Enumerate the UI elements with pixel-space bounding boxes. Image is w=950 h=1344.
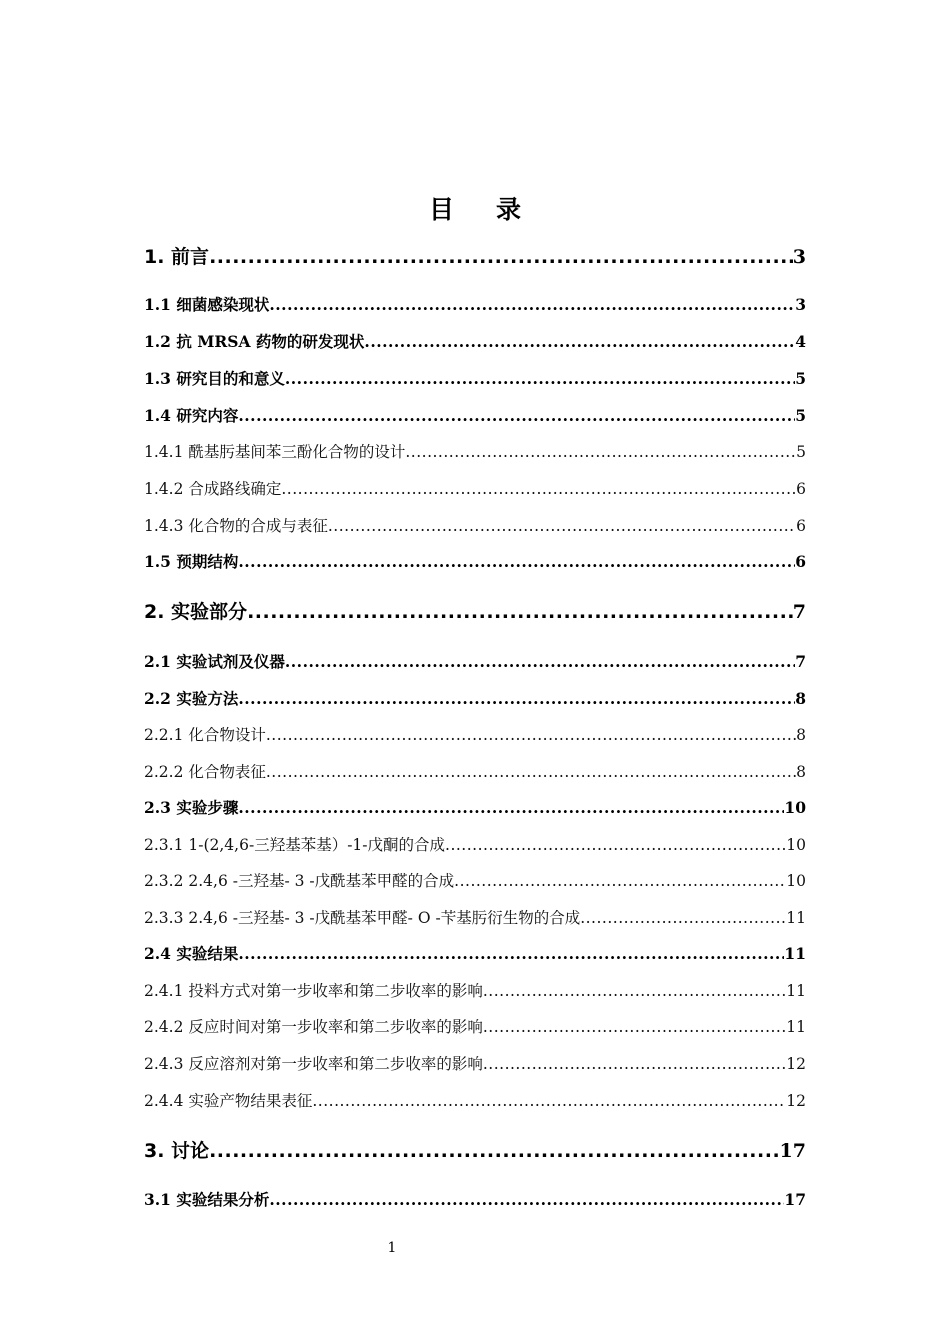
toc-entry-label: 2. 实验部分 — [144, 601, 248, 623]
toc-entry-page: 3 — [795, 295, 806, 314]
toc-entry-label: 2.4.3 反应溶剂对第一步收率和第二步收率的影响 — [144, 1055, 483, 1073]
toc-entry-label: 1.5 预期结构 — [144, 552, 239, 571]
toc-leader-dots — [328, 517, 796, 535]
toc-leader-dots — [269, 295, 795, 314]
toc-leader-dots — [483, 1055, 786, 1073]
toc-entry[interactable] — [144, 1015, 806, 1037]
toc-leader-dots — [312, 1092, 786, 1110]
toc-entry[interactable] — [144, 1089, 806, 1111]
toc-entry-label: 2.4.2 反应时间对第一步收率和第二步收率的影响 — [144, 1018, 483, 1036]
toc-entry-page: 7 — [795, 652, 806, 671]
toc-entry-label: 2.3.1 1-(2,4,6-三羟基苯基）-1-戊酮的合成 — [144, 836, 446, 854]
toc-leader-dots — [483, 1018, 786, 1036]
toc-entry-page: 10 — [784, 798, 806, 817]
toc-entry-label: 2.2 实验方法 — [144, 689, 239, 708]
toc-entry[interactable] — [144, 597, 806, 624]
toc-entry[interactable] — [144, 367, 806, 389]
toc-entry[interactable] — [144, 833, 806, 855]
toc-entry-label: 1.1 细菌感染现状 — [144, 295, 270, 314]
toc-entry-label: 1.4.2 合成路线确定 — [144, 480, 282, 498]
toc-entry-page: 10 — [786, 872, 806, 890]
toc-entry[interactable] — [144, 440, 806, 462]
toc-entry[interactable] — [144, 477, 806, 499]
toc-entry[interactable] — [144, 906, 806, 928]
toc-entry[interactable] — [144, 1052, 806, 1074]
toc-entry[interactable] — [144, 242, 806, 269]
toc-entry[interactable] — [144, 687, 806, 709]
toc-entry-label: 2.2.2 化合物表征 — [144, 763, 266, 781]
toc-entry-page: 5 — [796, 443, 806, 461]
toc-entry-label: 3.1 实验结果分析 — [144, 1190, 270, 1209]
toc-leader-dots — [580, 909, 786, 927]
toc-leader-dots — [238, 406, 795, 425]
toc-entry-page: 5 — [795, 406, 806, 425]
toc-entry-label: 1.4 研究内容 — [144, 406, 239, 425]
toc-leader-dots — [285, 369, 795, 388]
toc-leader-dots — [454, 872, 786, 890]
toc-entry-label: 2.4.4 实验产物结果表征 — [144, 1092, 313, 1110]
toc-entry[interactable] — [144, 723, 806, 745]
toc-leader-dots — [238, 689, 795, 708]
toc-leader-dots — [209, 1140, 779, 1162]
toc-leader-dots — [238, 552, 795, 571]
toc-entry[interactable] — [144, 869, 806, 891]
toc-leader-dots — [238, 944, 784, 963]
toc-entry-label: 1.2 抗 MRSA 药物的研发现状 — [144, 332, 365, 351]
toc-entry[interactable] — [144, 979, 806, 1001]
toc-entry[interactable] — [144, 550, 806, 572]
toc-entry-page: 6 — [796, 517, 806, 535]
toc-entry[interactable] — [144, 796, 806, 818]
toc-entry-page: 12 — [786, 1092, 806, 1110]
toc-leader-dots — [281, 480, 796, 498]
toc-entry-page: 11 — [786, 982, 806, 1000]
toc-entry-page: 17 — [779, 1140, 806, 1162]
toc-entry-label: 2.4 实验结果 — [144, 944, 239, 963]
toc-entry[interactable] — [144, 293, 806, 315]
toc-entry-page: 10 — [786, 836, 806, 854]
toc-entry-label: 2.3.3 2.4,6 -三羟基- 3 -戊酰基苯甲醛- O -苄基肟衍生物的合成 — [144, 909, 581, 927]
toc-leader-dots — [445, 836, 786, 854]
toc-entry-label: 1.4.3 化合物的合成与表征 — [144, 517, 328, 535]
toc-entry-label: 2.1 实验试剂及仪器 — [144, 652, 285, 671]
toc-leader-dots — [405, 443, 796, 461]
toc-leader-dots — [266, 726, 796, 744]
toc-entry[interactable] — [144, 1136, 806, 1163]
toc-entry[interactable] — [144, 650, 806, 672]
toc-entry-label: 2.3 实验步骤 — [144, 798, 239, 817]
toc-leader-dots — [209, 246, 793, 268]
toc-entry[interactable] — [144, 404, 806, 426]
toc-leader-dots — [238, 798, 784, 817]
toc-leader-dots — [285, 652, 795, 671]
toc-entry-label: 2.4.1 投料方式对第一步收率和第二步收率的影响 — [144, 982, 483, 1000]
toc-entry[interactable] — [144, 942, 806, 964]
toc-entry-page: 8 — [796, 763, 806, 781]
toc-entry-label: 2.3.2 2.4,6 -三羟基- 3 -戊酰基苯甲醛的合成 — [144, 872, 455, 890]
toc-entry-page: 6 — [795, 552, 806, 571]
toc-entry-page: 6 — [796, 480, 806, 498]
toc-leader-dots — [266, 763, 796, 781]
toc-entry-page: 3 — [792, 246, 806, 268]
toc-leader-dots — [269, 1190, 784, 1209]
toc-entry-page: 5 — [795, 369, 806, 388]
toc-leader-dots — [483, 982, 786, 1000]
toc-entry-label: 1.3 研究目的和意义 — [144, 369, 285, 388]
toc-entry-page: 8 — [796, 726, 806, 744]
toc-entry-page: 11 — [786, 909, 806, 927]
toc-entry-label: 2.2.1 化合物设计 — [144, 726, 266, 744]
toc-entry-page: 11 — [784, 944, 806, 963]
toc-entry-page: 7 — [792, 601, 806, 623]
toc-entry-label: 1.4.1 酰基肟基间苯三酚化合物的设计 — [144, 443, 406, 461]
toc-entry[interactable] — [144, 330, 806, 352]
toc-entry-page: 4 — [795, 332, 806, 351]
toc-entry-page: 8 — [795, 689, 806, 708]
toc-title: 目录 — [428, 195, 563, 224]
toc-entry-label: 3. 讨论 — [144, 1140, 210, 1162]
toc-entry-page: 17 — [784, 1190, 806, 1209]
toc-entry[interactable] — [144, 1188, 806, 1210]
toc-leader-dots — [364, 332, 795, 351]
toc-entry[interactable] — [144, 514, 806, 536]
page-number: 1 — [387, 1240, 397, 1256]
toc-leader-dots — [247, 601, 793, 623]
toc-entry-page: 11 — [786, 1018, 806, 1036]
toc-entry-page: 12 — [786, 1055, 806, 1073]
toc-entry-label: 1. 前言 — [144, 246, 210, 268]
toc-entry[interactable] — [144, 760, 806, 782]
